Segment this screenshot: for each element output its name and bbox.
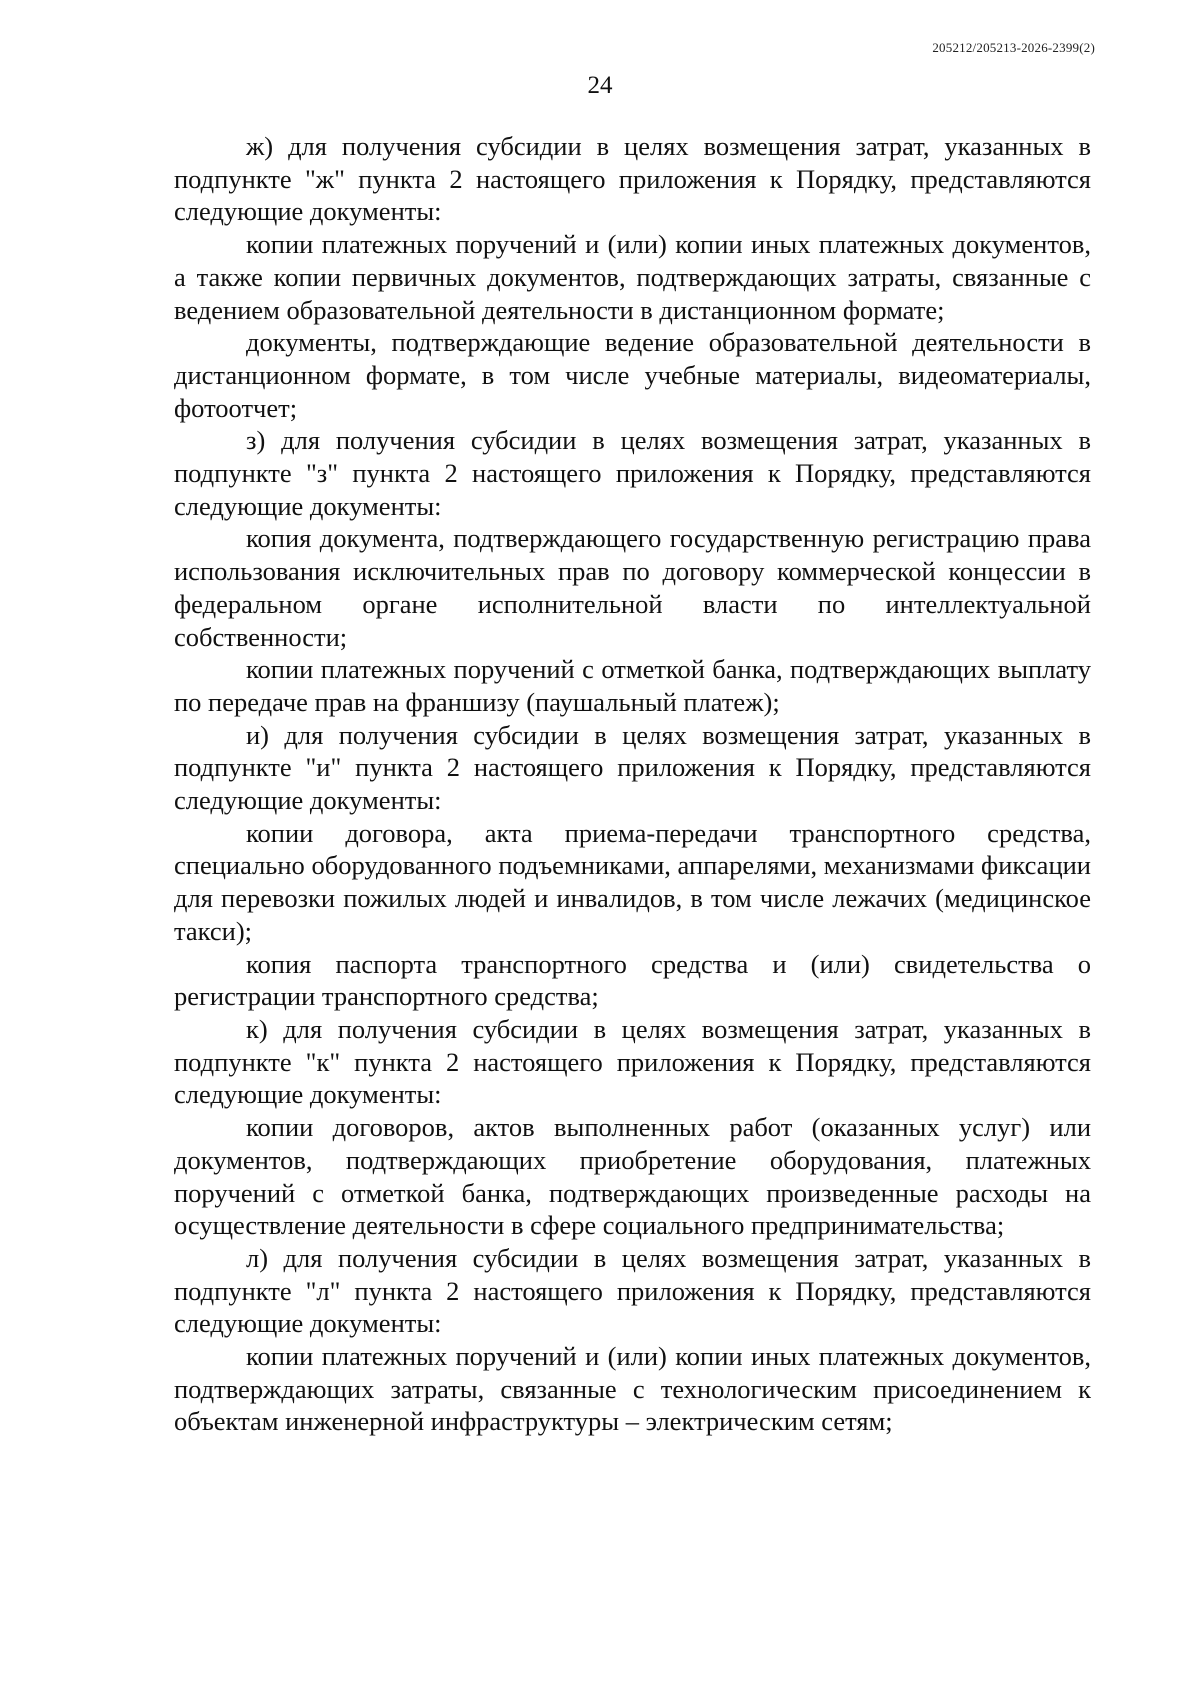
document-registration-code: 205212/205213-2026-2399(2) — [932, 40, 1095, 55]
paragraph-vehicle-passport: копия паспорта транспортного средства и (или) свидетельства о регистрации транспортного средства; — [174, 948, 1091, 1012]
paragraph-payment-copies: копии платежных поручений и (или) копии иных платежных документов, а также копии первичных документов, подтверждающих затраты, связанные с ведением образовательной деятельности в дистанционном формате; — [174, 229, 1091, 325]
paragraph-distance-education-docs: документы, подтверждающие ведение образовательной деятельности в дистанционном формате, в том числе учебные материалы, видеоматериалы, фотоотчет; — [174, 327, 1091, 423]
paragraph-k-subsidy: к) для получения субсидии в целях возмещения затрат, указанных в подпункте "к" пункта 2 настоящего приложения к Порядку, представляются следующие документы: — [174, 1013, 1091, 1110]
paragraph-l-subsidy: л) для получения субсидии в целях возмещения затрат, указанных в подпункте "л" пункта 2 настоящего приложения к Порядку, представляются следующие документы: — [174, 1242, 1091, 1339]
paragraph-i-subsidy: и) для получения субсидии в целях возмещения затрат, указанных в подпункте "и" пункта 2 настоящего приложения к Порядку, представляются следующие документы: — [174, 719, 1091, 816]
paragraph-social-business-docs: копии договоров, актов выполненных работ (оказанных услуг) или документов, подтверждающих приобретение оборудования, платежных поручений с отметкой банка, подтверждающих произведенные расходы на осуществление деятельности в сфере социального предпринимательства; — [174, 1112, 1091, 1241]
page-number: 24 — [587, 72, 613, 99]
paragraph-zh-subsidy: ж) для получения субсидии в целях возмещения затрат, указанных в подпункте "ж" пункта 2 настоящего приложения к Порядку, представляются следующие документы: — [174, 131, 1091, 227]
paragraph-z-subsidy: з) для получения субсидии в целях возмещения затрат, указанных в подпункте "з" пункта 2 настоящего приложения к Порядку, представляются следующие документы: — [174, 425, 1091, 521]
paragraph-grid-connection-docs: копии платежных поручений и (или) копии иных платежных документов, подтверждающих затраты, связанные с технологическим присоединением к объектам инженерной инфраструктуры – электрическим сетям; — [174, 1341, 1091, 1437]
document-body — [174, 130, 1091, 1438]
paragraph-vehicle-contract: копии договора, акта приема-передачи транспортного средства, специально оборудованного подъемниками, аппарелями, механизмами фиксации для перевозки пожилых людей и инвалидов, в том числе лежачих (медицинское такси); — [174, 817, 1091, 946]
paragraph-franchise-payment: копии платежных поручений с отметкой банка, подтверждающих выплату по передаче прав на франшизу (паушальный платеж); — [174, 654, 1091, 717]
paragraph-concession-registration: копия документа, подтверждающего государственную регистрацию права использования исключительных прав по договору коммерческой концессии в федеральном органе исполнительной власти по интеллектуальной собственности; — [174, 523, 1091, 652]
